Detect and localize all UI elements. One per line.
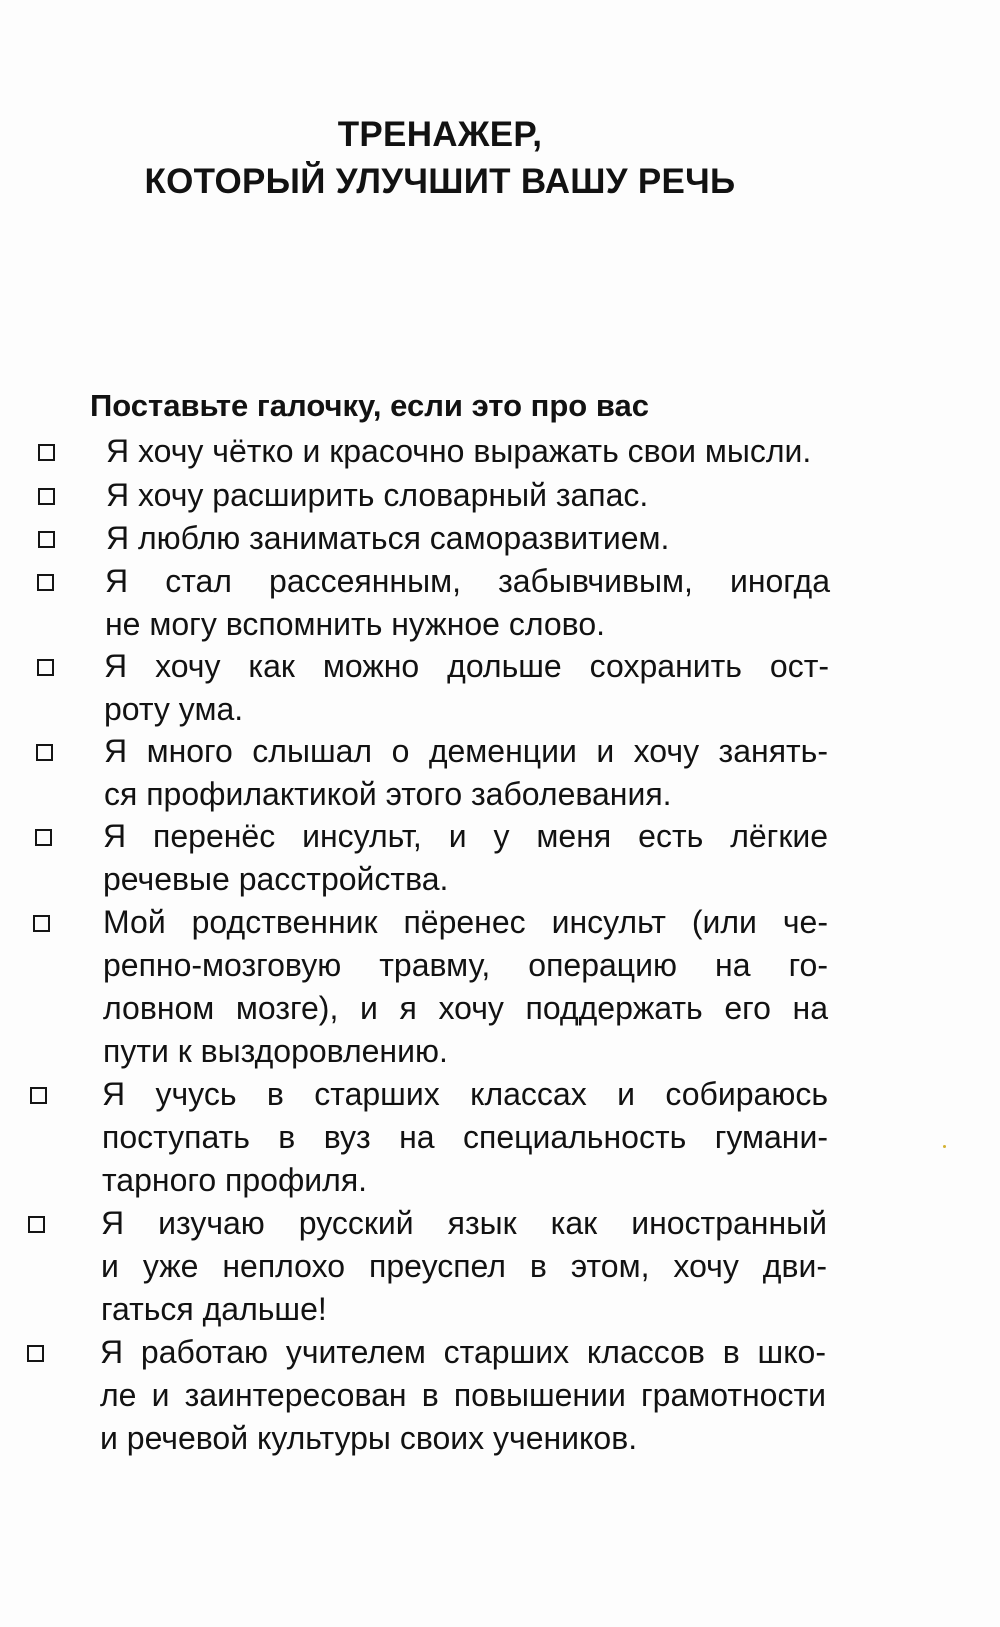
checklist-item-text-line: поступать в вуз на специальность гумани- xyxy=(102,1119,828,1155)
checklist-item-text-line: речевые расстройства. xyxy=(103,861,449,897)
checklist-item-text-line: репно-мозговую травму, операцию на го- xyxy=(103,947,828,983)
checkbox[interactable] xyxy=(30,1087,47,1104)
checklist-item-text-line: Я стал рассеянным, забывчивым, иногда xyxy=(105,563,830,599)
checkbox[interactable] xyxy=(37,659,54,676)
checkbox[interactable] xyxy=(28,1216,45,1233)
checklist-item-text-line: Я хочу как можно дольше сохранить ост- xyxy=(104,648,829,684)
checkbox[interactable] xyxy=(33,915,50,932)
checklist-item xyxy=(0,1205,1000,1327)
checklist-item-text-line: пути к выздоровлению. xyxy=(103,1033,448,1069)
checklist-subtitle: Поставьте галочку, если это про вас xyxy=(90,388,649,423)
checklist-item-text-line: Я люблю заниматься саморазвитием. xyxy=(106,520,670,556)
checklist-item-text-line: ся профилактикой этого заболевания. xyxy=(104,776,672,812)
paper-speck xyxy=(943,1145,946,1148)
page-title-line-1: ТРЕНАЖЕР, xyxy=(337,115,543,154)
checkbox[interactable] xyxy=(36,744,53,761)
checklist-item-text-line: роту ума. xyxy=(104,691,244,727)
checklist-item xyxy=(0,477,1000,513)
checklist-item-text-line: Я работаю учителем старших классов в шко- xyxy=(100,1334,826,1370)
checkbox[interactable] xyxy=(37,574,54,591)
checklist-item-text-line: и уже неплохо преуспел в этом, хочу дви- xyxy=(101,1248,827,1284)
checklist-item-text-line: Я хочу расширить словарный запас. xyxy=(106,477,649,513)
checkbox[interactable] xyxy=(35,829,52,846)
checkbox[interactable] xyxy=(38,444,55,461)
checklist-item-text-line: не могу вспомнить нужное слово. xyxy=(105,606,605,642)
checklist-item-text-line: тарного профиля. xyxy=(102,1162,368,1198)
checkbox[interactable] xyxy=(38,488,55,505)
checklist-item-text-line: Я перенёс инсульт, и у меня есть лёгкие xyxy=(103,818,828,854)
checklist-item xyxy=(0,1076,1000,1198)
checklist-item xyxy=(0,520,1000,556)
checklist-item-text-line: Я учусь в старших классах и собираюсь xyxy=(102,1076,828,1112)
checklist-item xyxy=(0,904,1000,1069)
checklist-item-text-line: гаться дальше! xyxy=(101,1291,327,1327)
page-title-line-2: КОТОРЫЙ УЛУЧШИТ ВАШУ РЕЧЬ xyxy=(144,162,736,201)
checklist-item-text-line: Я много слышал о деменции и хочу занять- xyxy=(104,733,828,769)
checklist-item-text-line: Мой родственник пёренес инсульт (или че- xyxy=(103,904,828,940)
checklist-item-text-line: и речевой культуры своих учеников. xyxy=(100,1420,638,1456)
checklist-item xyxy=(0,648,1000,727)
checklist-item xyxy=(0,818,1000,897)
checklist-item xyxy=(0,433,1000,469)
checklist-item-text-line: ле и заинтересован в повышении грамотности xyxy=(100,1377,826,1413)
checkbox[interactable] xyxy=(38,531,55,548)
checklist-item-text-line: Я изучаю русский язык как иностранный xyxy=(101,1205,827,1241)
checklist-item xyxy=(0,563,1000,642)
checklist-item-text-line: Я хочу чётко и красочно выражать свои мысли. xyxy=(106,433,812,469)
checklist-item xyxy=(0,1334,1000,1456)
checkbox[interactable] xyxy=(27,1345,44,1362)
checklist-item xyxy=(0,733,1000,812)
checklist-item-text-line: ловном мозге), и я хочу поддержать его на xyxy=(103,990,828,1026)
